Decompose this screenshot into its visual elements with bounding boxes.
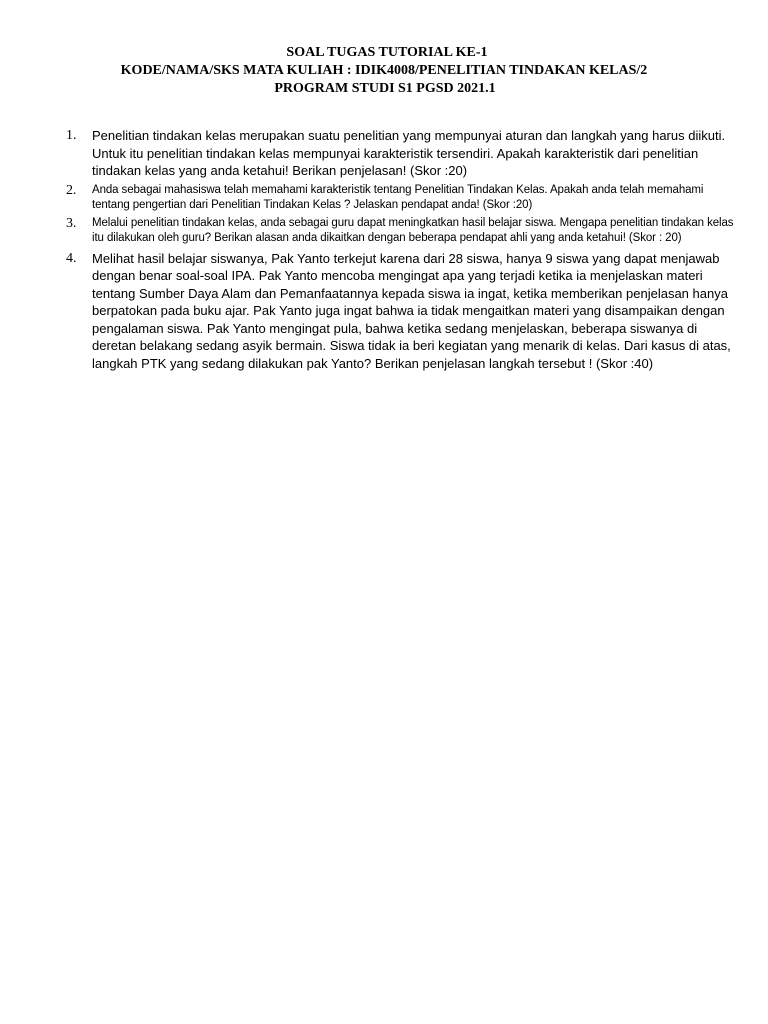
header-title: SOAL TUGAS TUTORIAL KE-1 bbox=[286, 45, 488, 60]
question-text: Penelitian tindakan kelas merupakan suatu penelitian yang mempunyai aturan dan langkah yang harus diikuti. Untuk itu penelitian tindakan kelas mempunyai karakteristik tersendiri. Apakah karakteristik dari penelitian tindakan kelas yang anda ketahui! Berikan penjelasan! (Skor :20) bbox=[92, 128, 726, 178]
question-text: Anda sebagai mahasiswa telah memahami karakteristik tentang Penelitian Tindakan Kelas. Apakah anda telah memahami tentang pengertian dari Penelitian Tindakan Kelas ? Jelaskan pendapat anda! (Skor :20) bbox=[92, 183, 704, 211]
question-number: 2. bbox=[66, 182, 77, 198]
question-item bbox=[66, 216, 736, 246]
question-number: 1. bbox=[66, 128, 77, 143]
question-number: 3. bbox=[66, 215, 77, 231]
question-number: 4. bbox=[66, 250, 77, 266]
question-text: Melalui penelitian tindakan kelas, anda sebagai guru dapat meningkatkan hasil belajar siswa. Mengapa penelitian tindakan kelas itu dilakukan oleh guru? Berikan alasan anda dikaitkan dengan beberapa pendapat ahli yang anda ketahui! (Skor : 20) bbox=[92, 216, 734, 244]
question-item bbox=[66, 183, 736, 213]
header-course-info: KODE/NAMA/SKS MATA KULIAH : IDIK4008/PENELITIAN TINDAKAN KELAS/2 bbox=[120, 63, 648, 78]
question-item bbox=[66, 250, 736, 373]
header-program: PROGRAM STUDI S1 PGSD 2021.1 bbox=[274, 81, 496, 96]
question-text: Melihat hasil belajar siswanya, Pak Yanto terkejut karena dari 28 siswa, hanya 9 siswa yang dapat menjawab dengan benar soal-soal IPA. Pak Yanto mencoba mengingat apa yang terjadi ketika ia menjelaskan materi tentang Sumber Daya Alam dan Pemanfaatannya kepada siswa ia ingat, ketika memberikan penjelasan hanya berpatokan pada buku ajar. Pak Yanto juga ingat bahwa ia tidak mengaitkan materi yang disampaikan dengan pengalaman siswa. Pak Yanto mengingat pula, bahwa ketika sedang menjelaskan, beberapa siswanya di deretan belakang sedang asyik bermain. Siswa tidak ia beri kegiatan yang menarik di kelas. Dari kasus di atas, langkah PTK yang sedang dilakukan pak Yanto? Berikan penjelasan langkah tersebut ! (Skor :40) bbox=[92, 250, 731, 372]
document-header bbox=[0, 44, 768, 98]
question-list bbox=[66, 127, 736, 373]
question-item bbox=[66, 127, 736, 180]
